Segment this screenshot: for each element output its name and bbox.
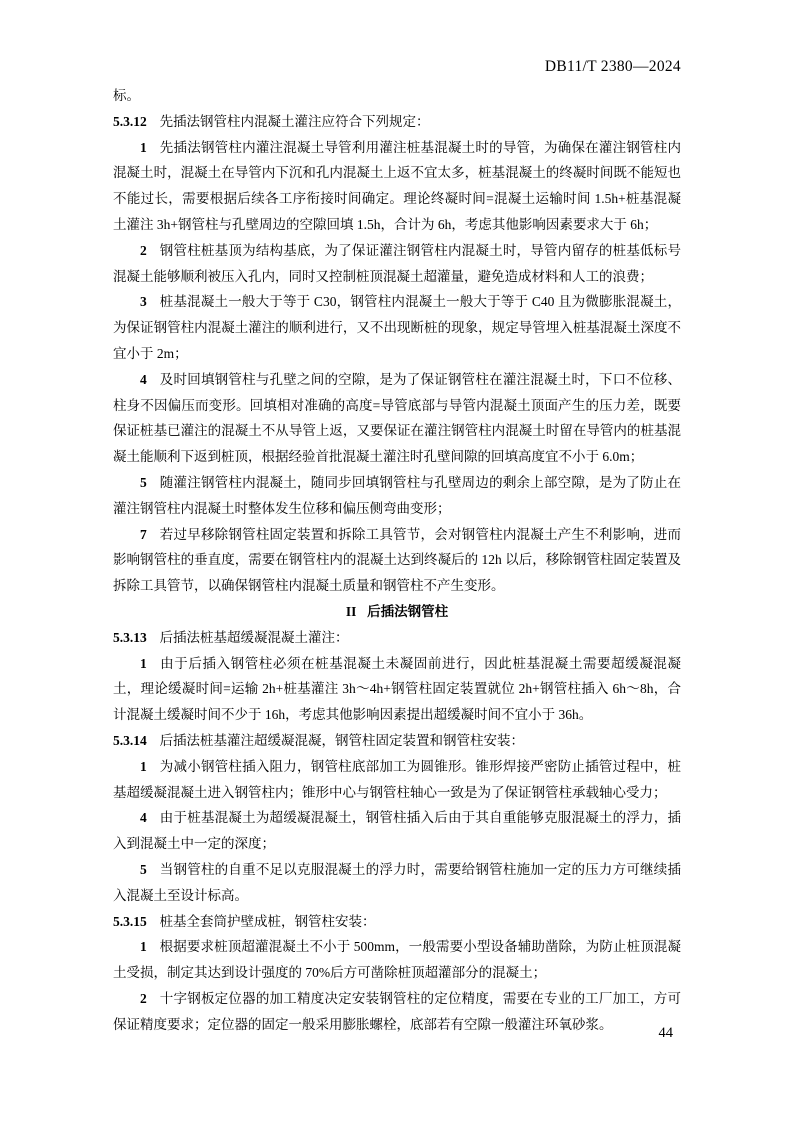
- paragraph-number: 1: [140, 655, 147, 671]
- paragraph-text: 随灌注钢管柱内混凝土，随同步回填钢管柱与孔壁周边的剩余上部空隙，是为了防止在灌注钢管柱内混凝土时整体发生位移和偏压侧弯曲变形；: [113, 474, 681, 516]
- clause-paragraph: [113, 625, 681, 651]
- paragraph-text: 标。: [113, 88, 140, 103]
- paragraph-number: 5: [140, 861, 147, 877]
- item-paragraph: [113, 522, 681, 599]
- paragraph-text: 先插法钢管柱内灌注混凝土导管利用灌注桩基混凝土时的导管，为确保在灌注钢管柱内混凝土时，混凝土在导管内下沉和孔内混凝土上返不宜太多，桩基混凝土的终凝时间既不能短也不能过长，需要根据后续各工序衔接时间确定。理论终凝时间=混凝土运输时间 1.5h+桩基混凝土灌注 3h+钢管柱与孔壁周边的空隙回填 1.5h，合计为 6h，考虑其他影响因素要求大于 6h；: [113, 139, 681, 232]
- paragraph-text: 若过早移除钢管柱固定装置和拆除工具管节，会对钢管柱内混凝土产生不利影响，进而影响钢管柱的垂直度，需要在钢管柱内的混凝土达到终凝后的 12h 以后，移除钢管柱固定装置及拆除工具管节，以确保钢管柱内混凝土质量和钢管柱不产生变形。: [113, 526, 681, 594]
- clause-paragraph: [113, 109, 681, 135]
- paragraph-number: 1: [140, 139, 147, 155]
- paragraph-text: 根据要求桩顶超灌混凝土不小于 500mm，一般需要小型设备辅助凿除，为防止桩顶混凝土受损，制定其达到设计强度的 70%后方可凿除桩顶超灌部分的混凝土；: [113, 939, 681, 981]
- paragraph-text: 后插法钢管柱: [367, 603, 449, 619]
- paragraph-number: 5.3.12: [113, 113, 147, 129]
- paragraph-text: 为减小钢管柱插入阻力，钢管柱底部加工为圆锥形。锥形焊接严密防止插管过程中，桩基超缓凝混凝土进入钢管柱内；锥形中心与钢管柱轴心一致是为了保证钢管柱承载轴心受力；: [113, 758, 681, 800]
- item-paragraph: [113, 934, 681, 986]
- heading-number: II: [345, 603, 357, 619]
- paragraph-text: 及时回填钢管柱与孔壁之间的空隙，是为了保证钢管柱在灌注混凝土时，下口不位移、柱身不因偏压而变形。回填相对准确的高度=导管底部与导管内混凝土顶面产生的压力差，既要保证桩基已灌注的混凝土不从导管上返，又要保证在灌注钢管柱内混凝土时留在导管内的桩基混凝土能顺利下返到桩顶，根据经验首批混凝土灌注时孔壁间隙的回填高度宜不小于 6.0m；: [113, 371, 681, 465]
- continuation-paragraph: [113, 83, 681, 109]
- paragraph-text: 桩基全套筒护壁成桩，钢管柱安装：: [159, 913, 376, 929]
- item-paragraph: [113, 470, 681, 522]
- paragraph-text: 由于后插入钢管柱必须在桩基混凝土未凝固前进行，因此桩基混凝土需要超缓凝混凝土，理论缓凝时间=运输 2h+桩基灌注 3h～4h+钢管柱固定装置就位 2h+钢管柱插入 6h～8h，合计混凝土缓凝时间不少于 16h，考虑其他影响因素提出超缓凝时间不宜小于 36h。: [113, 655, 681, 723]
- paragraph-number: 3: [140, 294, 147, 310]
- paragraph-number: 5: [140, 474, 147, 490]
- item-paragraph: [113, 857, 681, 909]
- paragraph-text: 十字钢板定位器的加工精度决定安装钢管柱的定位精度，需要在专业的工厂加工，方可保证精度要求；定位器的固定一般采用膨胀螺栓，底部若有空隙一般灌注环氧砂浆。: [113, 990, 681, 1032]
- item-paragraph: [113, 367, 681, 470]
- page-number: 44: [658, 1025, 673, 1041]
- paragraph-number: 5.3.13: [113, 629, 147, 645]
- paragraph-number: 2: [140, 242, 147, 258]
- paragraph-number: 4: [140, 810, 147, 826]
- paragraph-text: 钢管柱桩基顶为结构基底，为了保证灌注钢管柱内混凝土时，导管内留存的桩基低标号混凝土能够顺利被压入孔内，同时又控制桩顶混凝土超灌量，避免造成材料和人工的浪费；: [113, 242, 681, 284]
- paragraph-number: 1: [140, 758, 147, 774]
- paragraph-text: 后插法桩基超缓凝混凝土灌注：: [159, 629, 349, 645]
- paragraph-text: 后插法桩基灌注超缓凝混凝，钢管柱固定装置和钢管柱安装：: [159, 732, 525, 748]
- item-paragraph: [113, 754, 681, 806]
- paragraph-text: 由于桩基混凝土为超缓凝混凝土，钢管柱插入后由于其自重能够克服混凝土的浮力，插入到混凝土中一定的深度；: [113, 810, 681, 852]
- section-heading: [113, 599, 681, 625]
- item-paragraph: [113, 805, 681, 857]
- clause-paragraph: [113, 728, 681, 754]
- paragraph-text: 当钢管柱的自重不足以克服混凝土的浮力时，需要给钢管柱施加一定的压力方可继续插入混凝土至设计标高。: [113, 861, 681, 903]
- paragraph-number: 2: [140, 990, 147, 1006]
- paragraph-number: 7: [140, 526, 147, 542]
- paragraph-number: 5.3.15: [113, 913, 147, 929]
- paragraph-number: 1: [140, 939, 147, 955]
- paragraph-number: 5.3.14: [113, 732, 147, 748]
- item-paragraph: [113, 238, 681, 290]
- document-body: [113, 83, 681, 1037]
- paragraph-text: 桩基混凝土一般大于等于 C30，钢管柱内混凝土一般大于等于 C40 且为微膨胀混凝土，为保证钢管柱内混凝土灌注的顺利进行，又不出现断桩的现象，规定导管埋入桩基混凝土深度不宜小于 2m；: [113, 294, 681, 361]
- item-paragraph: [113, 289, 681, 366]
- paragraph-text: 先插法钢管柱内混凝土灌注应符合下列规定：: [159, 113, 430, 129]
- item-paragraph: [113, 135, 681, 238]
- document-code-header: DB11/T 2380—2024: [544, 58, 681, 75]
- item-paragraph: [113, 651, 681, 728]
- paragraph-number: 4: [140, 371, 147, 387]
- clause-paragraph: [113, 909, 681, 935]
